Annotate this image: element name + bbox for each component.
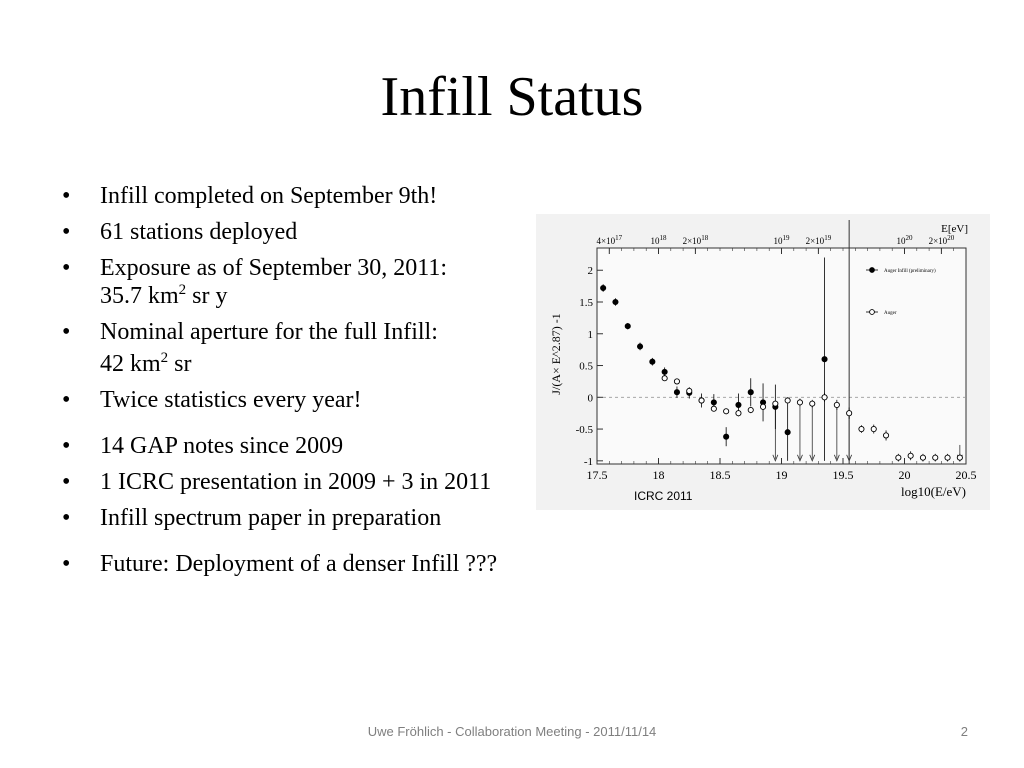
- auger-data-point: [687, 388, 692, 393]
- infill-data-point: [613, 299, 618, 304]
- auger-data-point: [662, 376, 667, 381]
- y-tick-label: 0.5: [579, 360, 593, 373]
- legend-label: Auger: [884, 311, 897, 316]
- bullet-spectrum-paper: [62, 504, 512, 532]
- auger-data-point: [724, 409, 729, 414]
- bullet-twice-statistics: [62, 386, 512, 414]
- bullet-dot: •: [62, 433, 71, 459]
- top-tick-label: $2\times 10^{19}$: [805, 234, 832, 246]
- bullet-dot: •: [62, 387, 71, 413]
- infill-data-point: [724, 434, 729, 439]
- auger-data-point: [760, 404, 765, 409]
- auger-data-point: [859, 426, 864, 431]
- y-tick-label: -0.5: [575, 424, 593, 437]
- figure-caption: ICRC 2011: [634, 489, 693, 503]
- auger-data-point: [920, 455, 925, 460]
- bullet-exposure: [62, 254, 512, 310]
- auger-data-point: [797, 400, 802, 405]
- auger-data-point: [957, 455, 962, 460]
- infill-data-point: [650, 359, 655, 364]
- auger-data-point: [748, 407, 753, 412]
- infill-data-point: [711, 400, 716, 405]
- bullet-aperture-value: [62, 350, 512, 378]
- x-axis-label: log10(E/eV): [901, 484, 966, 499]
- auger-data-point: [711, 406, 716, 411]
- legend-label: Auger Infill (preliminary): [884, 269, 936, 274]
- legend-marker: [870, 310, 875, 315]
- y-tick-label: 1.5: [579, 297, 593, 309]
- auger-data-point: [785, 398, 790, 403]
- aperture-unit: sr: [168, 351, 192, 377]
- aperture-superscript: 2: [160, 350, 169, 366]
- y-tick-label: 2: [587, 265, 593, 278]
- auger-data-point: [945, 455, 950, 460]
- x-tick-label: 17.5: [586, 468, 608, 482]
- y-axis-label: J/(A× E^2.87) -1: [549, 313, 563, 395]
- auger-data-point: [810, 401, 815, 406]
- bullet-text: 61 stations deployed: [100, 219, 298, 245]
- exposure-unit: sr y: [186, 283, 228, 309]
- infill-data-point: [785, 430, 790, 435]
- legend-marker: [870, 268, 875, 273]
- auger-data-point: [896, 455, 901, 460]
- bullet-dot: •: [62, 183, 71, 209]
- bullet-gap-notes: [62, 432, 512, 460]
- bullet-dot: •: [62, 319, 71, 345]
- top-tick-label: $2\times 10^{18}$: [682, 234, 709, 246]
- auger-data-point: [933, 455, 938, 460]
- bullet-dot: •: [62, 469, 71, 495]
- bullet-infill-completed: [62, 182, 512, 210]
- bullet-text: Twice statistics every year!: [100, 387, 362, 413]
- infill-data-point: [662, 369, 667, 374]
- auger-data-point: [773, 401, 778, 406]
- slide-footer: Uwe Fröhlich - Collaboration Meeting - 2011/11/14: [367, 724, 657, 739]
- x-tick-label: 20.5: [955, 468, 977, 482]
- top-tick-label: $10^{18}$: [650, 234, 667, 246]
- auger-data-point: [699, 398, 704, 403]
- plot-frame: [597, 248, 966, 464]
- auger-data-point: [883, 433, 888, 438]
- infill-data-point: [822, 357, 827, 362]
- bullet-list: [62, 182, 512, 586]
- auger-data-point: [834, 402, 839, 407]
- top-tick-label: $10^{20}$: [896, 234, 913, 246]
- bullet-dot: •: [62, 505, 71, 531]
- x-tick-label: 19.5: [832, 468, 854, 482]
- y-tick-label: 0: [587, 392, 593, 405]
- infill-data-point: [748, 390, 753, 395]
- bullet-dot: •: [62, 255, 71, 281]
- bullet-stations: [62, 218, 512, 246]
- top-tick-label: $4\times 10^{17}$: [596, 234, 623, 246]
- aperture-value: 42 km: [100, 351, 161, 377]
- bullet-text: Exposure as of September 30, 2011:: [100, 255, 448, 281]
- bullet-text: Future: Deployment of a denser Infill ???: [100, 551, 498, 577]
- slide-title: Infill Status: [380, 66, 644, 128]
- top-tick-label: $10^{19}$: [773, 234, 790, 246]
- x-tick-label: 18.5: [709, 468, 731, 482]
- x-tick-label: 19: [775, 468, 788, 482]
- y-tick-label: -1: [583, 455, 593, 468]
- infill-data-point: [736, 402, 741, 407]
- auger-data-point: [871, 426, 876, 431]
- infill-data-point: [625, 324, 630, 329]
- bullet-text: Nominal aperture for the full Infill:: [100, 319, 438, 345]
- infill-data-point: [601, 285, 606, 290]
- top-tick-label: $2\times 10^{20}$: [928, 234, 955, 246]
- x-tick-label: 18: [652, 468, 665, 482]
- bullet-text: 14 GAP notes since 2009: [100, 433, 344, 459]
- bullet-icrc: [62, 468, 512, 496]
- y-tick-label: 1: [587, 328, 593, 341]
- infill-data-point: [674, 390, 679, 395]
- auger-data-point: [908, 453, 913, 458]
- exposure-superscript: 2: [178, 282, 187, 298]
- bullet-text: Infill completed on September 9th!: [100, 183, 438, 209]
- top-axis-label: E[eV]: [941, 223, 968, 235]
- auger-data-point: [674, 379, 679, 384]
- auger-data-point: [822, 395, 827, 400]
- auger-data-point: [736, 411, 741, 416]
- bullet-aperture: [62, 318, 512, 346]
- x-tick-label: 20: [898, 468, 911, 482]
- exposure-value: 35.7 km: [100, 283, 179, 309]
- auger-data-point: [847, 411, 852, 416]
- bullet-text: 1 ICRC presentation in 2009 + 3 in 2011: [100, 469, 492, 495]
- bullet-dot: •: [62, 551, 71, 577]
- bullet-future: [62, 550, 512, 578]
- bullet-text: Infill spectrum paper in preparation: [100, 505, 442, 531]
- spectrum-figure: [536, 214, 990, 510]
- spectrum-chart: [536, 214, 990, 510]
- page-number: 2: [960, 724, 968, 739]
- infill-data-point: [637, 344, 642, 349]
- bullet-dot: •: [62, 219, 71, 245]
